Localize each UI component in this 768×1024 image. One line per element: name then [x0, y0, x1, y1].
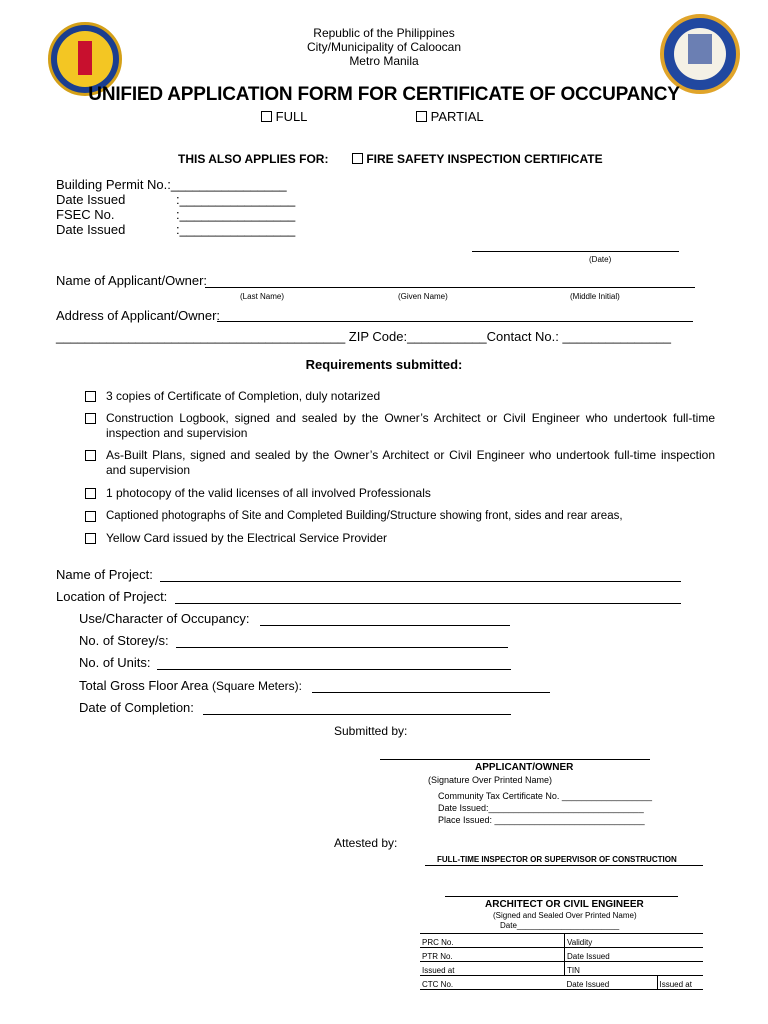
requirement-checkbox[interactable]: [85, 511, 96, 522]
date-issued-label-1: Date Issued: [56, 192, 126, 207]
units-line[interactable]: [157, 669, 511, 670]
fsic-option[interactable]: [352, 152, 603, 166]
option-full[interactable]: [261, 109, 307, 124]
completion-label: Date of Completion:: [79, 700, 194, 715]
address-line[interactable]: [217, 321, 693, 322]
date-issued-field-2[interactable]: :________________: [176, 222, 296, 237]
government-header: [0, 26, 768, 68]
signed-sealed-caption: (Signed and Sealed Over Printed Name): [493, 911, 637, 920]
partial-checkbox[interactable]: [416, 111, 427, 122]
requirement-text: 1 photocopy of the valid licenses of all involved Professionals: [106, 486, 431, 500]
requirement-checkbox[interactable]: [85, 450, 96, 461]
table-row: [420, 962, 703, 976]
ctc-place-field[interactable]: Place Issued: ______________________________: [438, 815, 645, 825]
requirement-text: Captioned photographs of Site and Completed Building/Structure showing front, sides and rear areas,: [106, 510, 623, 522]
project-location-label: Location of Project:: [56, 589, 168, 604]
units-label: No. of Units:: [79, 655, 151, 670]
storeys-line[interactable]: [176, 647, 508, 648]
gfa-text: Total Gross Floor Area: [79, 678, 209, 693]
partial-label: PARTIAL: [430, 109, 484, 124]
last-name-caption: (Last Name): [240, 292, 285, 301]
given-name-caption: (Given Name): [398, 292, 448, 301]
requirement-item-6[interactable]: [85, 531, 715, 546]
inspector-line[interactable]: [425, 865, 703, 866]
completion-line[interactable]: [203, 714, 511, 715]
project-name-line[interactable]: [160, 581, 681, 582]
fsec-label: FSEC No.: [56, 207, 115, 222]
table-row: [420, 976, 703, 990]
license-table: [420, 933, 703, 990]
date-caption: (Date): [589, 255, 612, 264]
requirement-text: Yellow Card issued by the Electrical Service Provider: [106, 531, 388, 545]
requirement-checkbox[interactable]: [85, 391, 96, 402]
date-line[interactable]: [472, 251, 679, 252]
signature-caption: (Signature Over Printed Name): [428, 775, 553, 785]
inspector-label: FULL-TIME INSPECTOR OR SUPERVISOR OF CONSTRUCTION: [437, 855, 677, 864]
ctc-date-field[interactable]: Date Issued:_______________________________: [438, 803, 644, 813]
address-zip-contact-line[interactable]: ________________________________________ ZIP Code:___________Contact No.: _______________: [56, 329, 671, 344]
requirement-item-5[interactable]: [85, 509, 715, 524]
requirement-item-3[interactable]: [85, 448, 715, 478]
fsec-field[interactable]: :________________: [176, 207, 296, 222]
project-name-label: Name of Project:: [56, 567, 153, 582]
submitted-by-label: Submitted by:: [334, 724, 408, 738]
attested-by-label: Attested by:: [334, 836, 398, 850]
table-row: [420, 934, 703, 948]
requirement-item-4[interactable]: [85, 486, 715, 501]
gross-floor-area-label: [79, 678, 302, 693]
validity-cell[interactable]: Validity: [565, 934, 704, 948]
date-issued-field-1[interactable]: :________________: [176, 192, 296, 207]
fsic-checkbox[interactable]: [352, 153, 363, 164]
ptr-cell[interactable]: PTR No.: [420, 948, 565, 962]
requirements-heading: Requirements submitted:: [305, 357, 463, 372]
requirement-checkbox[interactable]: [85, 533, 96, 544]
address-label: Address of Applicant/Owner:: [56, 308, 221, 323]
date-issued-label-2: Date Issued: [56, 222, 126, 237]
prc-cell[interactable]: PRC No.: [420, 934, 565, 948]
option-partial[interactable]: [416, 109, 484, 124]
ctc-date-cell[interactable]: Date Issued: [565, 976, 658, 990]
fsic-label: FIRE SAFETY INSPECTION CERTIFICATE: [366, 152, 603, 166]
applicant-name-line[interactable]: [205, 287, 695, 288]
applicant-signature-line[interactable]: [380, 759, 650, 760]
ptr-date-cell[interactable]: Date Issued: [565, 948, 704, 962]
requirement-item-2[interactable]: [85, 411, 715, 441]
city-text: City/Municipality of Caloocan: [306, 40, 462, 54]
architect-date-field[interactable]: Date_______________________: [500, 921, 620, 930]
ctc-field[interactable]: Community Tax Certificate No. __________________: [438, 791, 652, 801]
building-permit-field[interactable]: Building Permit No.:________________: [56, 177, 287, 192]
occupancy-use-line[interactable]: [260, 625, 510, 626]
storeys-label: No. of Storey/s:: [79, 633, 169, 648]
middle-initial-caption: (Middle Initial): [570, 292, 620, 301]
project-location-line[interactable]: [175, 603, 681, 604]
applicant-name-label: Name of Applicant/Owner:: [56, 273, 208, 288]
occupancy-use-label: Use/Character of Occupancy:: [79, 611, 250, 626]
architect-signature-line[interactable]: [445, 896, 678, 897]
requirement-text: Construction Logbook, signed and sealed by the Owner’s Architect or Civil Engineer who undertook full-time inspection and supervision: [106, 411, 715, 440]
ctc-no-cell[interactable]: CTC No.: [420, 976, 565, 990]
requirement-item-1[interactable]: [85, 389, 715, 404]
full-checkbox[interactable]: [261, 111, 272, 122]
applies-label: THIS ALSO APPLIES FOR:: [178, 152, 329, 166]
form-title: UNIFIED APPLICATION FORM FOR CERTIFICATE OF OCCUPANCY: [88, 84, 680, 105]
region-text: Metro Manila: [349, 54, 419, 68]
table-row: [420, 948, 703, 962]
ctc-issued-at-cell[interactable]: Issued at: [657, 976, 703, 990]
issued-at-cell[interactable]: Issued at: [420, 962, 565, 976]
gfa-unit: (Square Meters):: [211, 679, 302, 693]
requirement-text: 3 copies of Certificate of Completion, duly notarized: [106, 389, 381, 403]
gross-floor-area-line[interactable]: [312, 692, 550, 693]
requirement-checkbox[interactable]: [85, 488, 96, 499]
architect-label: ARCHITECT OR CIVIL ENGINEER: [485, 899, 644, 910]
republic-text: Republic of the Philippines: [313, 26, 455, 40]
requirement-text: As-Built Plans, signed and sealed by the Owner’s Architect or Civil Engineer who undertook full-time inspection and supervision: [106, 448, 715, 477]
applicant-owner-label: APPLICANT/OWNER: [475, 762, 574, 773]
full-label: FULL: [275, 109, 308, 124]
requirement-checkbox[interactable]: [85, 413, 96, 424]
tin-cell[interactable]: TIN: [565, 962, 704, 976]
